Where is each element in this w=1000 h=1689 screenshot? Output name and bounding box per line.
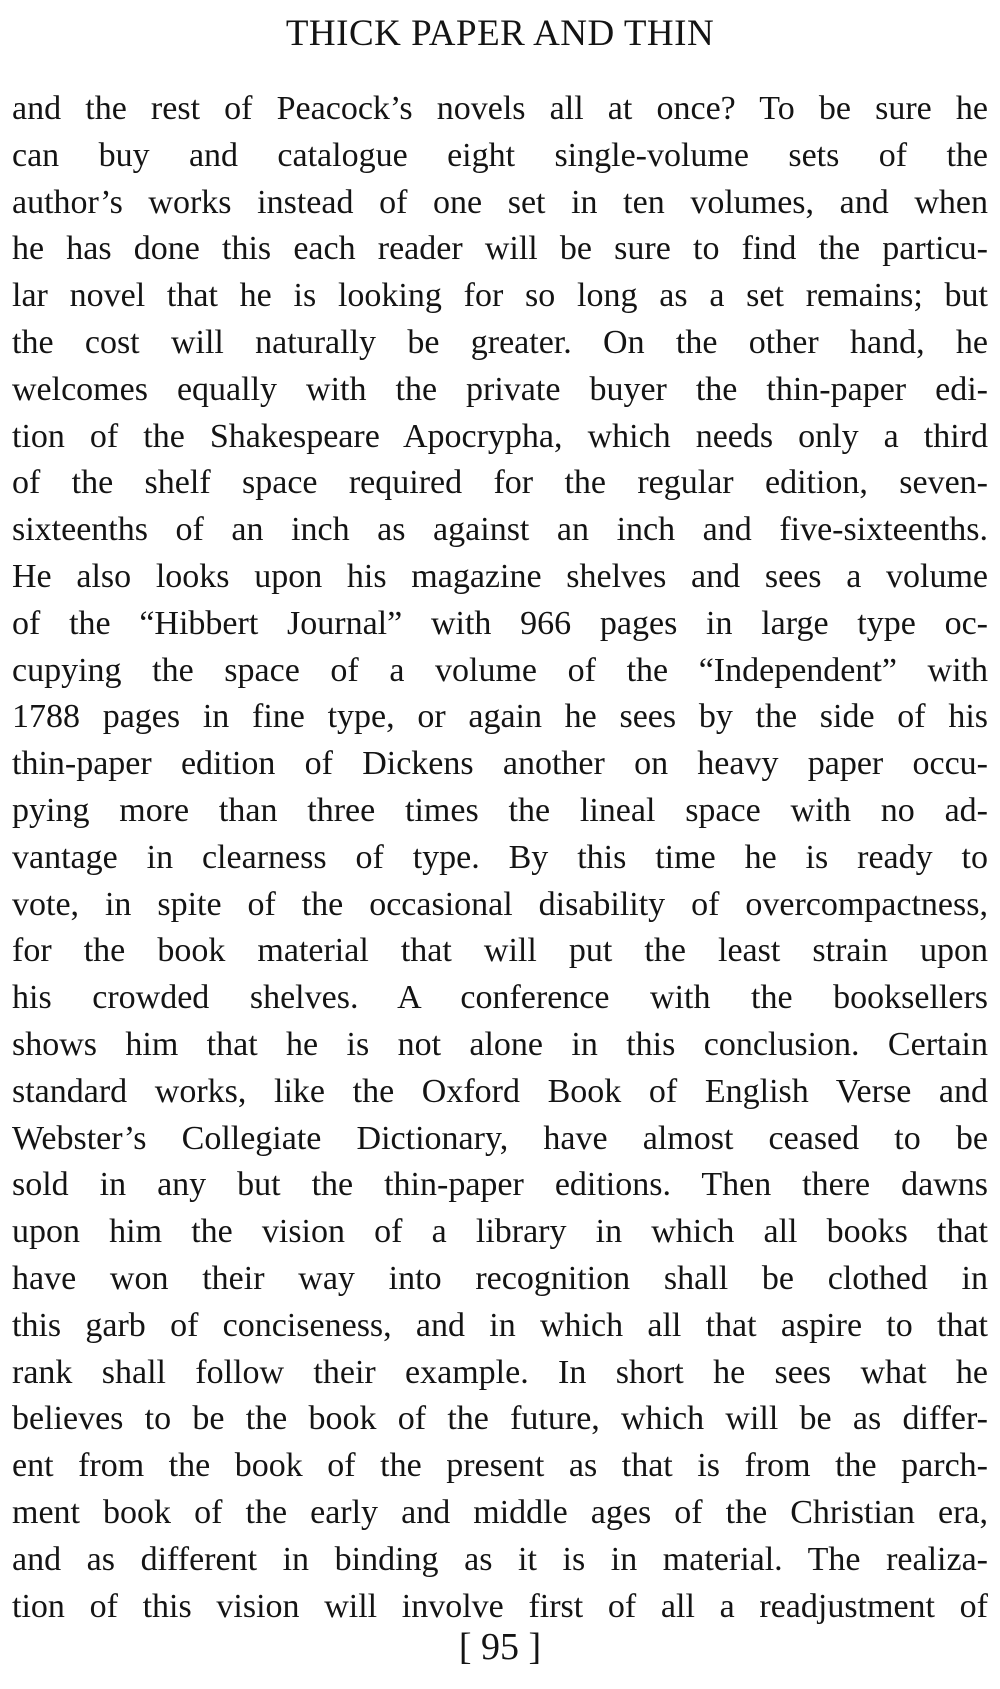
text-line: welcomes equally with the private buyer the thin-paper edi- — [12, 370, 988, 408]
page-number: [ 95 ] — [458, 1626, 542, 1668]
text-line: he has done this each reader will be sure to find the particu- — [12, 230, 988, 268]
text-line: believes to be the book of the future, which will be as differ- — [12, 1400, 988, 1438]
text-line: Webster’s Collegiate Dictionary, have almost ceased to be — [12, 1119, 988, 1157]
text-line: of the “Hibbert Journal” with 966 pages in large type oc- — [12, 604, 988, 642]
text-line: have won their way into recognition shall be clothed in — [12, 1259, 988, 1297]
text-line: pying more than three times the lineal space with no ad- — [12, 791, 988, 829]
text-line: and as different in binding as it is in material. The realiza- — [12, 1540, 988, 1578]
text-line: shows him that he is not alone in this conclusion. Certain — [12, 1025, 988, 1063]
text-line: can buy and catalogue eight single-volume sets of the — [12, 136, 988, 174]
text-line: ent from the book of the present as that is from the parch- — [12, 1447, 988, 1485]
text-line: of the shelf space required for the regular edition, seven- — [12, 464, 988, 502]
text-line: ment book of the early and middle ages of the Christian era, — [12, 1493, 988, 1531]
text-line: his crowded shelves. A conference with the booksellers — [12, 979, 988, 1017]
text-line: sold in any but the thin-paper editions. Then there dawns — [12, 1166, 988, 1204]
text-line: rank shall follow their example. In short he sees what he — [12, 1353, 988, 1391]
text-line: vote, in spite of the occasional disability of overcompactness, — [12, 885, 988, 923]
text-line: upon him the vision of a library in which all books that — [12, 1213, 988, 1251]
text-line: tion of this vision will involve first of all a readjustment of — [12, 1587, 988, 1625]
text-line: He also looks upon his magazine shelves and sees a volume — [12, 557, 988, 595]
text-line: author’s works instead of one set in ten volumes, and when — [12, 183, 988, 221]
text-line: this garb of conciseness, and in which all that aspire to that — [12, 1306, 988, 1344]
text-line: 1788 pages in fine type, or again he sees by the side of his — [12, 698, 988, 736]
text-line: standard works, like the Oxford Book of English Verse and — [12, 1072, 988, 1110]
text-line: for the book material that will put the least strain upon — [12, 932, 988, 970]
body-text — [12, 86, 988, 1630]
text-line: vantage in clearness of type. By this time he is ready to — [12, 838, 988, 876]
text-line: thin-paper edition of Dickens another on heavy paper occu- — [12, 745, 988, 783]
text-line: lar novel that he is looking for so long as a set remains; but — [12, 277, 988, 315]
text-line: cupying the space of a volume of the “Independent” with — [12, 651, 988, 689]
text-line: and the rest of Peacock’s novels all at once? To be sure he — [12, 90, 988, 127]
text-line: the cost will naturally be greater. On the other hand, he — [12, 323, 988, 361]
running-head: THICK PAPER AND THIN — [285, 13, 715, 54]
text-line: tion of the Shakespeare Apocrypha, which needs only a third — [12, 417, 988, 455]
text-line: sixteenths of an inch as against an inch and five-sixteenths. — [12, 511, 988, 549]
